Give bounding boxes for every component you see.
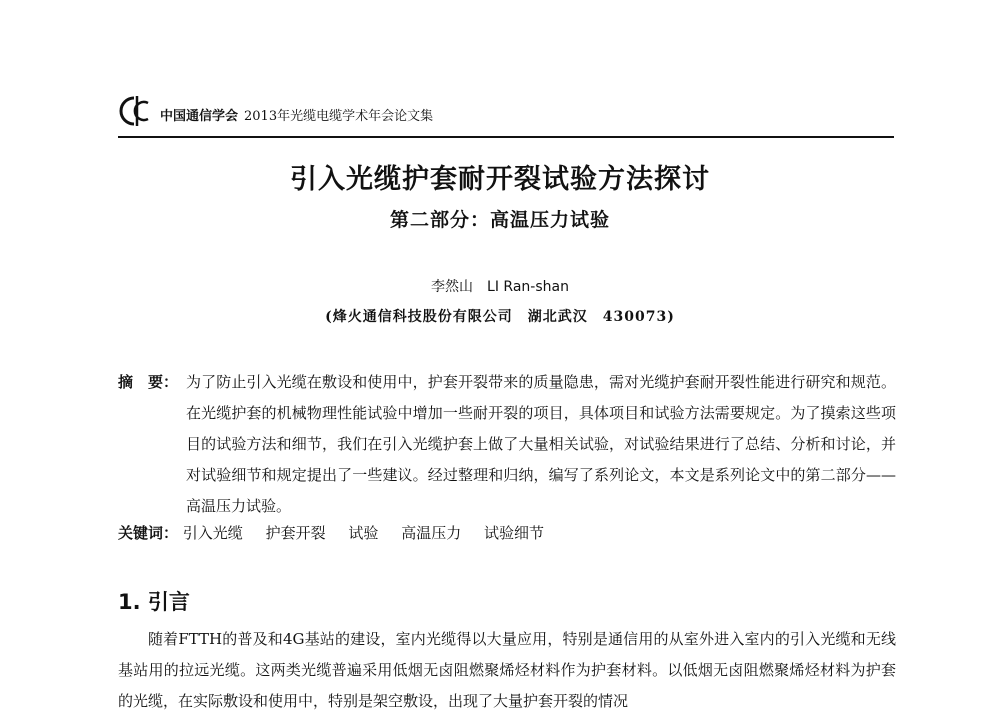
abstract-label: 摘 要： [118, 373, 179, 391]
keyword-item: 试验细节 [483, 524, 544, 542]
author-line: 李然山 LI Ran-shan [431, 279, 569, 295]
abstract-text: 为了防止引入光缆在敷设和使用中，护套开裂带来的质量隐患，需对光缆护套耐开裂性能进行研究和规范。在光缆护套的机械物理性能试验中增加一些耐开裂的项目，具体项目和试验方法需要规定。为了摸索这些项目的试验方法和细节，我们在引入光缆护套上做了大量相关试验，对试验结果进行了总结、分析和讨论，并对试验细节和规定提出了一些建议。经过整理和归纳，编写了系列论文，本文是系列论文中的第二部分——高温压力试验。 [186, 373, 896, 515]
abstract-block [118, 367, 896, 522]
keyword-item: 引入光缆 [182, 524, 243, 542]
keywords-line [118, 522, 896, 543]
header-org: 中国通信学会 [160, 109, 239, 124]
header-conference: 2013年光缆电缆学术年会论文集 [244, 109, 434, 124]
header-text [160, 105, 433, 124]
society-logo-icon [118, 94, 154, 128]
paper-subtitle: 第二部分：高温压力试验 [389, 209, 610, 231]
keyword-item: 高温压力 [401, 524, 462, 542]
introduction-paragraph: 随着FTTH的普及和4G基站的建设，室内光缆得以大量应用，特别是通信用的从室外进入室内的引入光缆和无线基站用的拉远光缆。这两类光缆普遍采用低烟无卤阻燃聚烯烃材料作为护套材料。以低烟无卤阻燃聚烯烃材料为护套的光缆，在实际敷设和使用中，特别是架空敷设，出现了大量护套开裂的情况 [118, 630, 896, 710]
keyword-item: 试验 [348, 524, 379, 542]
affiliation-line: (烽火通信科技股份有限公司 湖北武汉 430073) [325, 309, 675, 325]
paper-title: 引入光缆护套耐开裂试验方法探讨 [290, 164, 710, 195]
keywords-label: 关键词： [118, 524, 179, 542]
section-heading-introduction: 1. 引言 [118, 590, 190, 614]
keyword-item: 护套开裂 [265, 524, 326, 542]
running-header [118, 92, 894, 138]
